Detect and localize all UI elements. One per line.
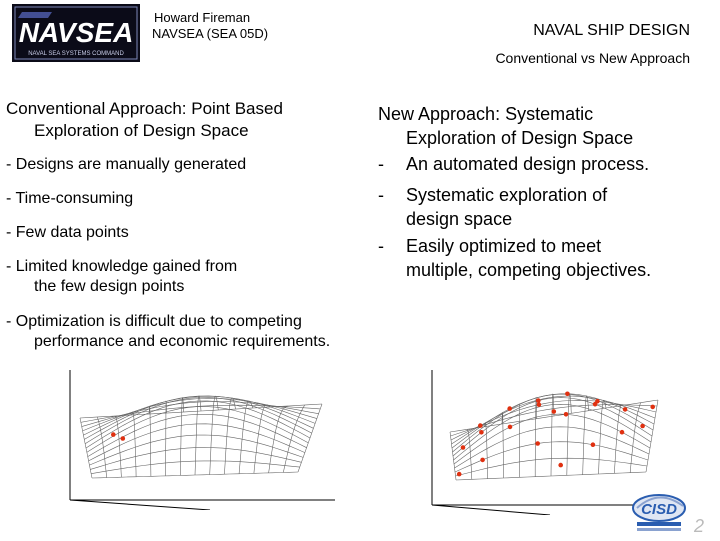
right-heading bbox=[378, 102, 633, 150]
mesh-line bbox=[149, 406, 151, 476]
page-number: 2 bbox=[694, 516, 705, 536]
left-bullet bbox=[6, 223, 129, 243]
surface-plot-point-based bbox=[60, 360, 340, 510]
bullet-text: - Limited knowledge gained from bbox=[6, 258, 238, 275]
design-point bbox=[111, 432, 116, 437]
axis-line bbox=[432, 505, 550, 515]
left-bullet bbox=[6, 189, 133, 209]
design-point bbox=[536, 398, 541, 403]
presenter-org: NAVSEA (SEA 05D) bbox=[152, 26, 269, 41]
right-bullet bbox=[378, 183, 607, 231]
mesh-line bbox=[86, 401, 310, 448]
bullet-text: Systematic exploration of bbox=[406, 185, 608, 205]
bullet-text: - Designs are manually generated bbox=[6, 156, 247, 173]
left-heading-line2: Exploration of Design Space bbox=[34, 121, 249, 140]
design-point bbox=[480, 458, 485, 463]
design-point bbox=[479, 430, 484, 435]
design-point bbox=[640, 424, 645, 429]
design-point bbox=[552, 409, 557, 414]
bullet-text: - Time-consuming bbox=[6, 190, 134, 207]
right-bullet bbox=[378, 152, 649, 176]
bullet-text: - Few data points bbox=[6, 224, 129, 241]
presenter-name: Howard Fireman bbox=[154, 10, 251, 25]
mesh-line bbox=[239, 401, 253, 474]
design-point bbox=[508, 425, 513, 430]
design-point bbox=[565, 392, 570, 397]
mesh-line bbox=[551, 394, 554, 476]
bullet-text-cont: performance and economic requirements. bbox=[34, 333, 331, 350]
logo-text: NAVSEA bbox=[18, 17, 134, 48]
design-point bbox=[478, 423, 483, 428]
slide-title: NAVAL SHIP DESIGN bbox=[533, 22, 690, 39]
design-point bbox=[564, 412, 569, 417]
mesh-line bbox=[535, 398, 537, 477]
design-point bbox=[121, 436, 126, 441]
design-point bbox=[558, 463, 563, 468]
mesh-line bbox=[485, 423, 488, 479]
design-point bbox=[650, 405, 655, 410]
right-heading-line1: New Approach: Systematic bbox=[378, 104, 594, 124]
design-point bbox=[593, 402, 598, 407]
bullet-text: Easily optimized to meet bbox=[406, 236, 602, 256]
design-point bbox=[537, 402, 542, 407]
bullet-dash: - bbox=[378, 236, 384, 256]
bullet-text-cont: the few design points bbox=[34, 278, 185, 295]
mesh-line bbox=[195, 396, 201, 475]
bullet-text: An automated design process. bbox=[406, 154, 650, 174]
mesh-line bbox=[115, 416, 122, 477]
design-point bbox=[623, 407, 628, 412]
design-point bbox=[591, 442, 596, 447]
bullet-dash: - bbox=[378, 185, 384, 205]
left-bullet bbox=[6, 155, 246, 175]
presenter-block bbox=[152, 10, 268, 42]
navsea-logo bbox=[12, 4, 140, 62]
bullet-text-cont: design space bbox=[406, 209, 513, 229]
logo-subtext: NAVAL SEA SYSTEMS COMMAND bbox=[28, 51, 124, 57]
design-point bbox=[535, 441, 540, 446]
slide-subtitle: Conventional vs New Approach bbox=[495, 50, 690, 66]
left-bullet bbox=[6, 257, 237, 297]
mesh-line bbox=[567, 394, 572, 476]
right-heading-line2: Exploration of Design Space bbox=[406, 128, 634, 148]
bullet-dash: - bbox=[378, 154, 384, 174]
mesh-line bbox=[599, 400, 607, 474]
left-heading-line1: Conventional Approach: Point Based bbox=[6, 99, 283, 118]
design-point bbox=[620, 430, 625, 435]
left-heading bbox=[6, 98, 283, 142]
axis-line bbox=[70, 500, 210, 510]
design-point bbox=[457, 472, 462, 477]
right-bullet bbox=[378, 234, 651, 282]
bullet-text: - Optimization is difficult due to competing bbox=[6, 313, 302, 330]
bullet-text-cont: multiple, competing objectives. bbox=[406, 260, 652, 280]
left-bullet bbox=[6, 312, 330, 352]
design-point bbox=[507, 406, 512, 411]
cisd-text: CISD bbox=[641, 501, 677, 518]
design-point bbox=[461, 445, 466, 450]
